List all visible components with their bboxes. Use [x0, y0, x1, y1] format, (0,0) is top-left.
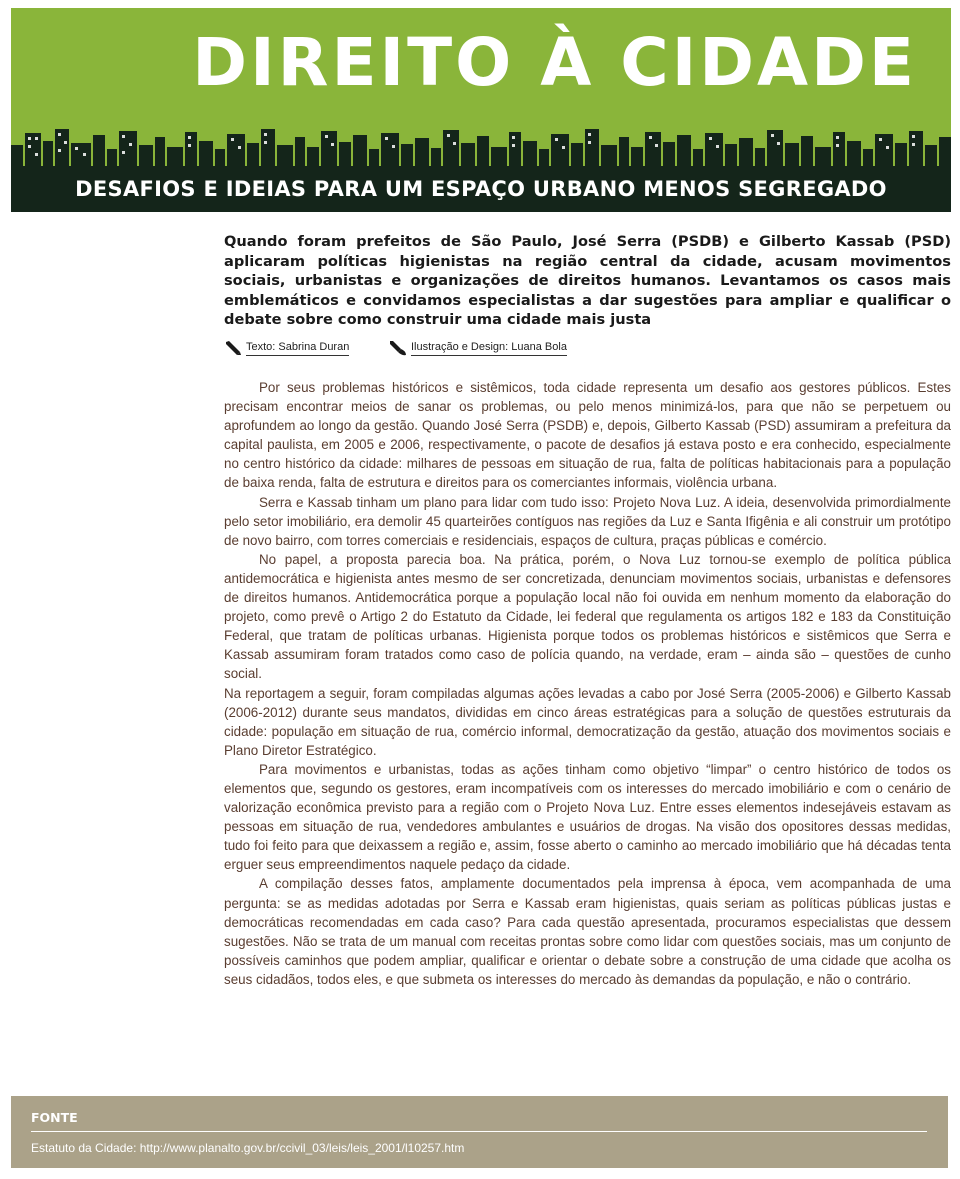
credit-text: [224, 340, 349, 356]
brush-icon: [389, 340, 407, 356]
page-title: DIREITO À CIDADE: [192, 24, 917, 101]
body-paragraph: Para movimentos e urbanistas, todas as ações tinham como objetivo “limpar” o centro histórico de todos os elementos que, segundo os gestores, eram incompatíveis com os interesses do mercado imobiliário e com o cenário de valorização econômica previsto para a região com o Projeto Nova Luz. Entre esses elementos indesejáveis estavam as pessoas em situação de rua, vendedores ambulantes e usuários de drogas. Na visão dos opositores dessas medidas, tudo foi feito para que deixassem a região e, assim, fosse aberto o caminho ao mercado imobiliário que há décadas tenta erguer seus empreendimentos naquele pedaço da cidade.: [224, 761, 951, 873]
source-box: [11, 1096, 948, 1168]
credit-author: Texto: Sabrina Duran: [246, 341, 349, 356]
body-paragraph: A compilação desses fatos, amplamente documentados pela imprensa à época, vem acompanhada de uma pergunta: se as medidas adotadas por Serra e Kassab eram higienistas, quais seriam as políticas públicas justas e democráticas recomendadas em cada caso? Para cada questão apresentada, procuramos especialistas que dessem sugestões. Não se trata de um manual com receitas prontas sobre como lidar com questões sociais, mas um conjunto de possíveis caminhos que podem ampliar, qualificar e orientar o debate sobre a construção de uma cidade que acolha os seus cidadãos, todos eles, e que submeta os interesses do mercado às demandas da população, e não o contrário.: [224, 876, 951, 987]
credits: [224, 340, 951, 362]
lead-paragraph: Quando foram prefeitos de São Paulo, José Serra (PSDB) e Gilberto Kassab (PSD) aplicaram políticas higienistas na região central da cidade, acusam movimentos sociais, urbanistas e organizações de direitos humanos. Levantamos os casos mais emblemáticos e convidamos especialistas a dar sugestões para ampliar e qualificar o debate sobre como construir uma cidade mais justa: [224, 233, 951, 328]
body-paragraph: Na reportagem a seguir, foram compiladas algumas ações levadas a cabo por José Serra (2005-2006) e Gilberto Kassab (2006-2012) durante seus mandatos, divididas em cinco áreas estratégicas para a solução de questões estruturais da cidade: população em situação de rua, comércio informal, democratização da gestão, atuação dos movimentos sociais e Plano Diretor Estratégico.: [224, 685, 951, 758]
source-label: FONTE: [31, 1110, 78, 1125]
body-paragraph: Por seus problemas históricos e sistêmicos, toda cidade representa um desafio aos gestores públicos. Estes precisam encontrar meios de sanar os problemas, ou pelo menos minimizá-los, para que não se perpetuem ou aprofundem ao longo da gestão. Quando José Serra (PSDB) e, depois, Gilberto Kassab (PSD) assumiram a prefeitura da capital paulista, em 2005 e 2006, respectivamente, o pacote de desafios já estava posto e era conhecido, especialmente no centro histórico da cidade: milhares de pessoas em situação de rua, falta de políticas habitacionais para a população de baixa renda, falta de estrutura e direitos para os comerciantes informais, violência urbana.: [224, 380, 951, 491]
source-divider: [31, 1131, 927, 1132]
credit-designer: Ilustração e Design: Luana Bola: [411, 341, 567, 356]
credit-illustration: [389, 340, 567, 356]
city-skyline-illustration: [11, 123, 951, 167]
subtitle-band: [11, 166, 951, 212]
source-citation: Estatuto da Cidade: http://www.planalto.gov.br/ccivil_03/leis/leis_2001/l10257.htm: [31, 1141, 465, 1155]
header-banner: [11, 8, 951, 212]
article-body: [224, 378, 951, 989]
pen-icon: [224, 340, 242, 356]
body-paragraph: No papel, a proposta parecia boa. Na prática, porém, o Nova Luz tornou-se exemplo de política pública antidemocrática e higienista antes mesmo de ser concretizada, denunciam movimentos sociais, urbanistas e defensores de direitos humanos. Antidemocrática porque a população local não foi ouvida em nenhum momento da elaboração do projeto, como prevê o Artigo 2 do Estatuto da Cidade, lei federal que regulamenta os artigos 182 e 183 da Constituição Federal, que tratam de políticas urbanas. Higienista porque todos os problemas históricos e sistêmicos que Serra e Kassab assumiram foram tratados como caso de polícia quando, na verdade, eram – ainda são – questões de cunho social.: [224, 551, 951, 682]
body-paragraph: Serra e Kassab tinham um plano para lidar com tudo isso: Projeto Nova Luz. A ideia, desenvolvida primordialmente pelo setor imobiliário, era demolir 45 quarteirões contíguos nas regiões da Luz e Santa Ifigênia e ali construir um protótipo de novo bairro, com torres comerciais e residenciais, espaços de cultura, praças públicas e comércio.: [224, 494, 951, 548]
page-subtitle: DESAFIOS E IDEIAS PARA UM ESPAÇO URBANO MENOS SEGREGADO: [75, 177, 887, 201]
